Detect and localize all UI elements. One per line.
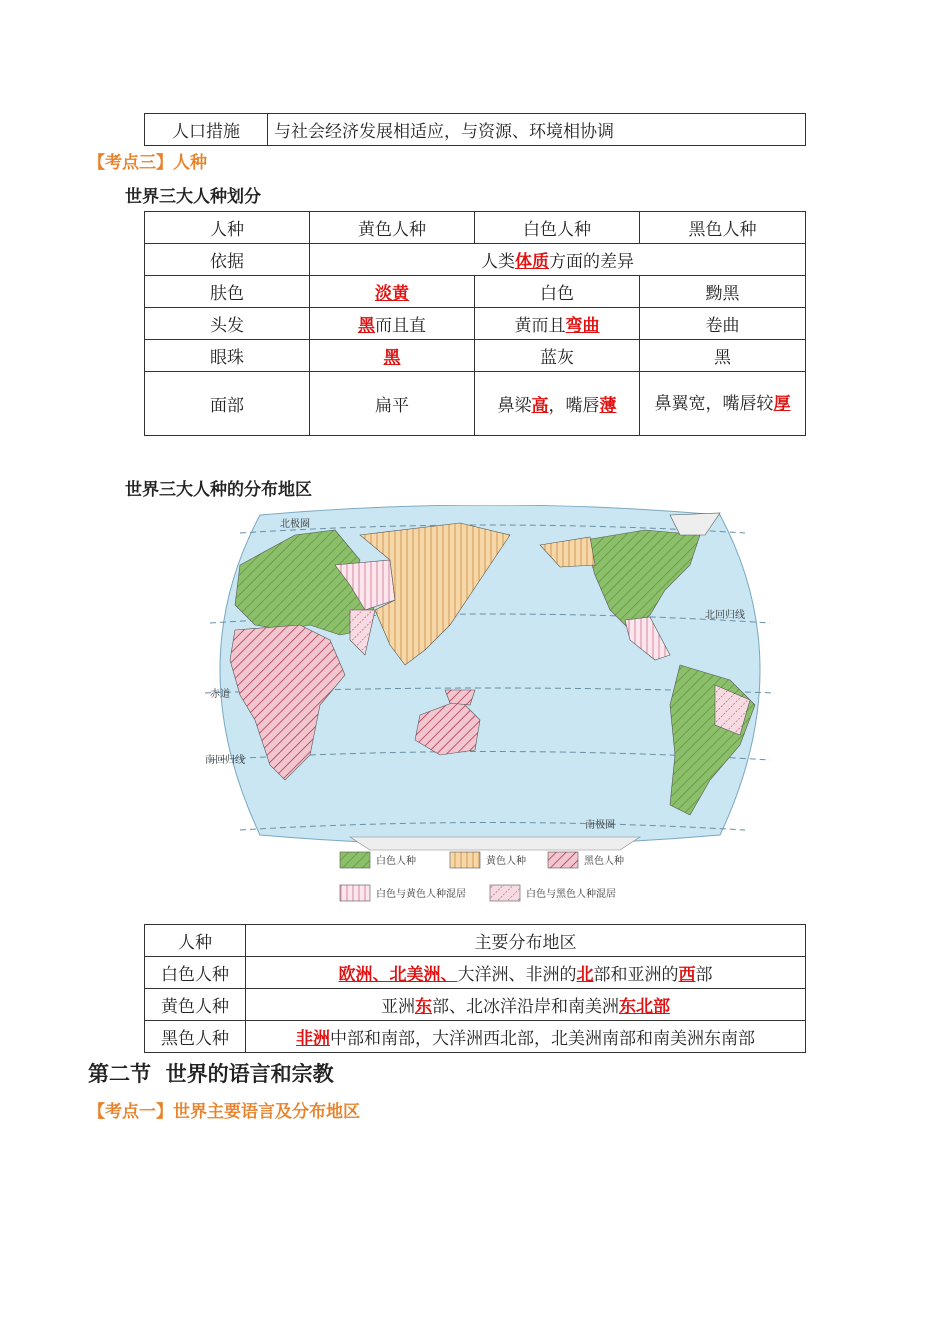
legend-black: 黑色人种 [584, 856, 624, 867]
face-white-mid: ，嘴唇 [548, 396, 600, 416]
dist-white-hl: 欧洲、北美洲、 [338, 965, 458, 985]
dist-white-mid1: 大洋洲、非洲的 [457, 965, 577, 985]
dist-black-hl: 非洲 [296, 1029, 330, 1049]
dist-yellow-pre: 亚洲 [381, 997, 415, 1017]
label-tropic-n: 北回归线 [705, 610, 745, 621]
label-equator: 赤道 [210, 689, 230, 700]
legend-white-yellow: 白色与黄色人种混居 [376, 889, 466, 900]
dist-yellow-hl: 东 [415, 997, 432, 1017]
dist-yellow-mid: 部、北冰洋沿岸和南美洲 [432, 997, 619, 1017]
hair-white-hl: 弯曲 [565, 316, 600, 336]
basis-post: 方面的差异 [549, 252, 634, 272]
race-distribution-title: 世界三大人种的分布地区 [125, 480, 312, 500]
basis-hl: 体质 [515, 252, 549, 272]
race-division-title: 世界三大人种划分 [125, 187, 261, 207]
face-black-pre: 鼻翼宽，嘴唇较 [654, 393, 774, 414]
hair-white-pre: 黄而且 [514, 316, 566, 336]
section2-title: 第二节 世界的语言和宗教 [88, 1062, 334, 1086]
hair-label: 头发 [145, 308, 310, 340]
face-white-pre: 鼻梁 [497, 396, 532, 416]
label-antarctic: 南极圈 [585, 820, 615, 831]
dist-yellow-label: 黄色人种 [145, 989, 246, 1021]
measure-value: 与社会经济发展相适应，与资源、环境相协调 [268, 114, 806, 146]
map-legend [340, 852, 624, 901]
eyes-white: 蓝灰 [475, 340, 640, 372]
hair-white [475, 308, 640, 340]
distribution-table [144, 924, 806, 1053]
header-black: 黑色人种 [640, 212, 806, 244]
face-white [475, 372, 640, 436]
region-antarctica [350, 837, 640, 850]
legend-white: 白色人种 [376, 856, 416, 867]
race-table [144, 211, 806, 436]
dist-yellow-value [246, 989, 806, 1021]
dist-white-post: 部 [695, 965, 713, 985]
dist-black-value [246, 1021, 806, 1053]
hair-yellow-post: 而且直 [375, 316, 426, 336]
dist-header-race: 人种 [145, 925, 246, 957]
dist-black-post: 中部和南部，大洋洲西北部，北美洲南部和南美洲东南部 [330, 1029, 755, 1049]
eyes-yellow-text: 黑 [383, 348, 401, 368]
face-white-hl2: 薄 [599, 396, 617, 416]
section3-heading: 【考点三】人种 [88, 153, 207, 173]
dist-white-value [246, 957, 806, 989]
world-race-map [200, 505, 780, 915]
face-white-hl1: 高 [531, 396, 549, 416]
label-arctic: 北极圈 [280, 519, 310, 530]
eyes-label: 眼珠 [145, 340, 310, 372]
dist-white-hl3: 西 [678, 965, 696, 985]
eyes-black: 黑 [640, 340, 806, 372]
basis-label: 依据 [145, 244, 310, 276]
header-white: 白色人种 [475, 212, 640, 244]
basis-pre: 人类 [481, 252, 515, 272]
skin-yellow [310, 276, 475, 308]
header-race: 人种 [145, 212, 310, 244]
basis-value [310, 244, 806, 276]
dist-white-label: 白色人种 [145, 957, 246, 989]
hair-yellow [310, 308, 475, 340]
skin-white: 白色 [475, 276, 640, 308]
section2-heading: 【考点一】世界主要语言及分布地区 [88, 1102, 360, 1122]
eyes-yellow [310, 340, 475, 372]
label-tropic-s: 南回归线 [205, 755, 245, 766]
dist-header-area: 主要分布地区 [246, 925, 806, 957]
top-table [144, 113, 806, 146]
face-black [640, 372, 806, 436]
hair-yellow-hl: 黑 [358, 316, 375, 336]
dist-white-mid2: 部和亚洲的 [593, 965, 679, 985]
dist-yellow-hl2: 东北部 [619, 997, 670, 1017]
legend-white-black: 白色与黑色人种混居 [526, 889, 616, 900]
skin-black: 黝黑 [640, 276, 806, 308]
face-label: 面部 [145, 372, 310, 436]
face-yellow: 扁平 [310, 372, 475, 436]
legend-yellow: 黄色人种 [486, 856, 526, 867]
header-yellow: 黄色人种 [310, 212, 475, 244]
skin-yellow-text: 淡黄 [375, 284, 409, 304]
hair-black: 卷曲 [640, 308, 806, 340]
dist-white-hl2: 北 [576, 965, 594, 985]
measure-label: 人口措施 [145, 114, 268, 146]
skin-label: 肤色 [145, 276, 310, 308]
dist-black-label: 黑色人种 [145, 1021, 246, 1053]
face-black-hl: 厚 [773, 393, 791, 414]
